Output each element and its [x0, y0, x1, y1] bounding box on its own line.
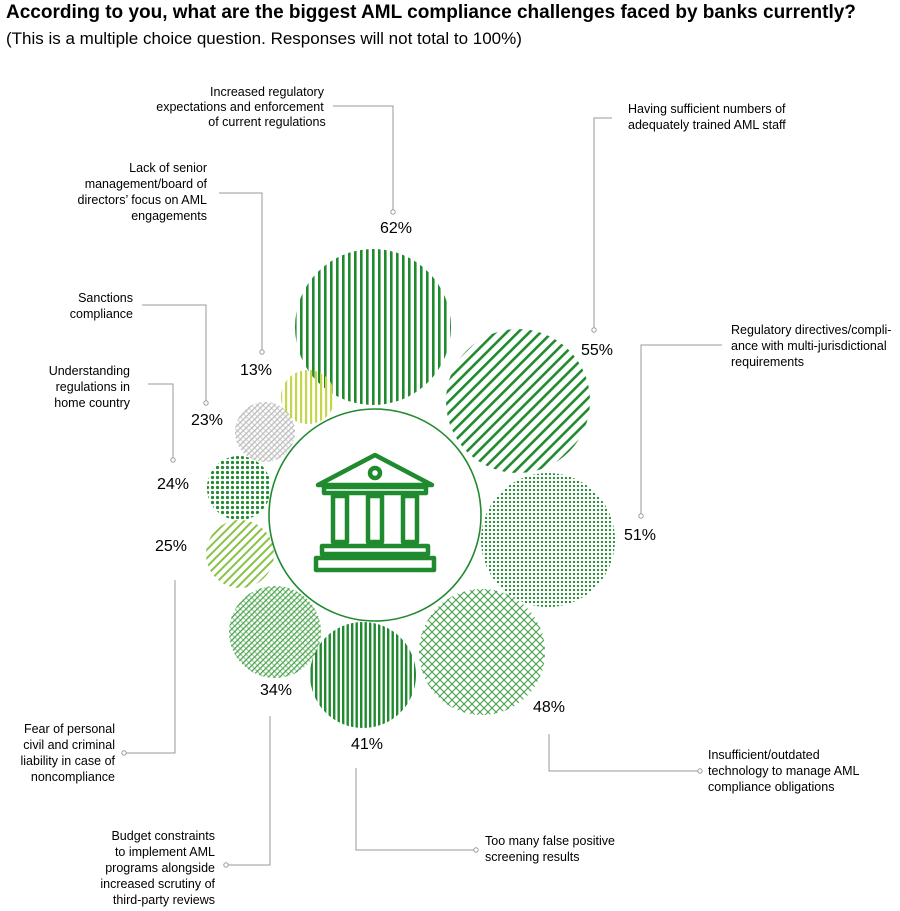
- leader-dot: [260, 350, 264, 354]
- category-label: Fear of personal civil and criminal liability in case of noncompliance: [20, 722, 115, 784]
- value-label: 23%: [190, 412, 224, 429]
- value-label: 34%: [259, 682, 293, 699]
- chart-title: According to you, what are the biggest AML compliance challenges faced by banks currently?: [6, 2, 856, 23]
- category-label: Increased regulatory expectations and enforcement of current regulations: [156, 85, 326, 129]
- leader-line: [594, 118, 612, 330]
- category-label: Insufficient/outdated technology to manage AML compliance obligations: [708, 748, 860, 794]
- leader-line: [333, 106, 393, 212]
- leader-dot: [592, 328, 596, 332]
- category-label: Lack of senior management/board of directors’ focus on AML engagements: [77, 161, 207, 223]
- leader-line: [142, 305, 206, 403]
- bubble-55-pct: [446, 329, 590, 473]
- value-label: 41%: [350, 736, 384, 753]
- leader-line: [641, 345, 722, 516]
- leader-line: [148, 384, 173, 460]
- category-label: Regulatory directives/compli-ance with multi-jurisdictional requirements: [731, 323, 892, 369]
- bubble-13-pct: [281, 370, 335, 424]
- leader-dot: [391, 210, 395, 214]
- leader-dot: [474, 848, 478, 852]
- leader-line: [549, 734, 700, 771]
- leader-dot: [122, 751, 126, 755]
- leader-dot: [171, 458, 175, 462]
- value-label: 48%: [532, 699, 566, 716]
- chart-subtitle: (This is a multiple choice question. Responses will not total to 100%): [6, 29, 522, 48]
- value-label: 13%: [239, 362, 273, 379]
- value-label: 51%: [623, 527, 657, 544]
- value-label: 55%: [580, 342, 614, 359]
- leader-dot: [224, 863, 228, 867]
- bubble-34-pct: [229, 586, 321, 678]
- bubble-51-pct: [481, 473, 615, 607]
- leader-dot: [204, 401, 208, 405]
- category-label: Understanding regulations in home country: [48, 364, 130, 410]
- bubble-41-pct: [310, 622, 416, 728]
- value-label: 62%: [379, 220, 413, 237]
- value-label: 25%: [154, 538, 188, 555]
- center-circle: [269, 409, 481, 621]
- category-label: Too many false positive screening results: [485, 834, 615, 864]
- bubble-25-pct: [206, 520, 274, 588]
- value-label: 24%: [156, 476, 190, 493]
- category-label: Budget constraints to implement AML programs alongside increased scrutiny of third-party reviews: [100, 829, 215, 907]
- leader-dot: [639, 514, 643, 518]
- bubble-24-pct: [207, 456, 271, 520]
- bubble-48-pct: [419, 589, 545, 715]
- leader-line: [124, 580, 175, 753]
- leader-line: [219, 193, 262, 352]
- category-label: Sanctions compliance: [69, 291, 133, 321]
- leader-line: [356, 768, 476, 850]
- leader-line: [226, 716, 270, 865]
- category-label: Having sufficient numbers of adequately trained AML staff: [628, 102, 786, 132]
- leader-dot: [698, 769, 702, 773]
